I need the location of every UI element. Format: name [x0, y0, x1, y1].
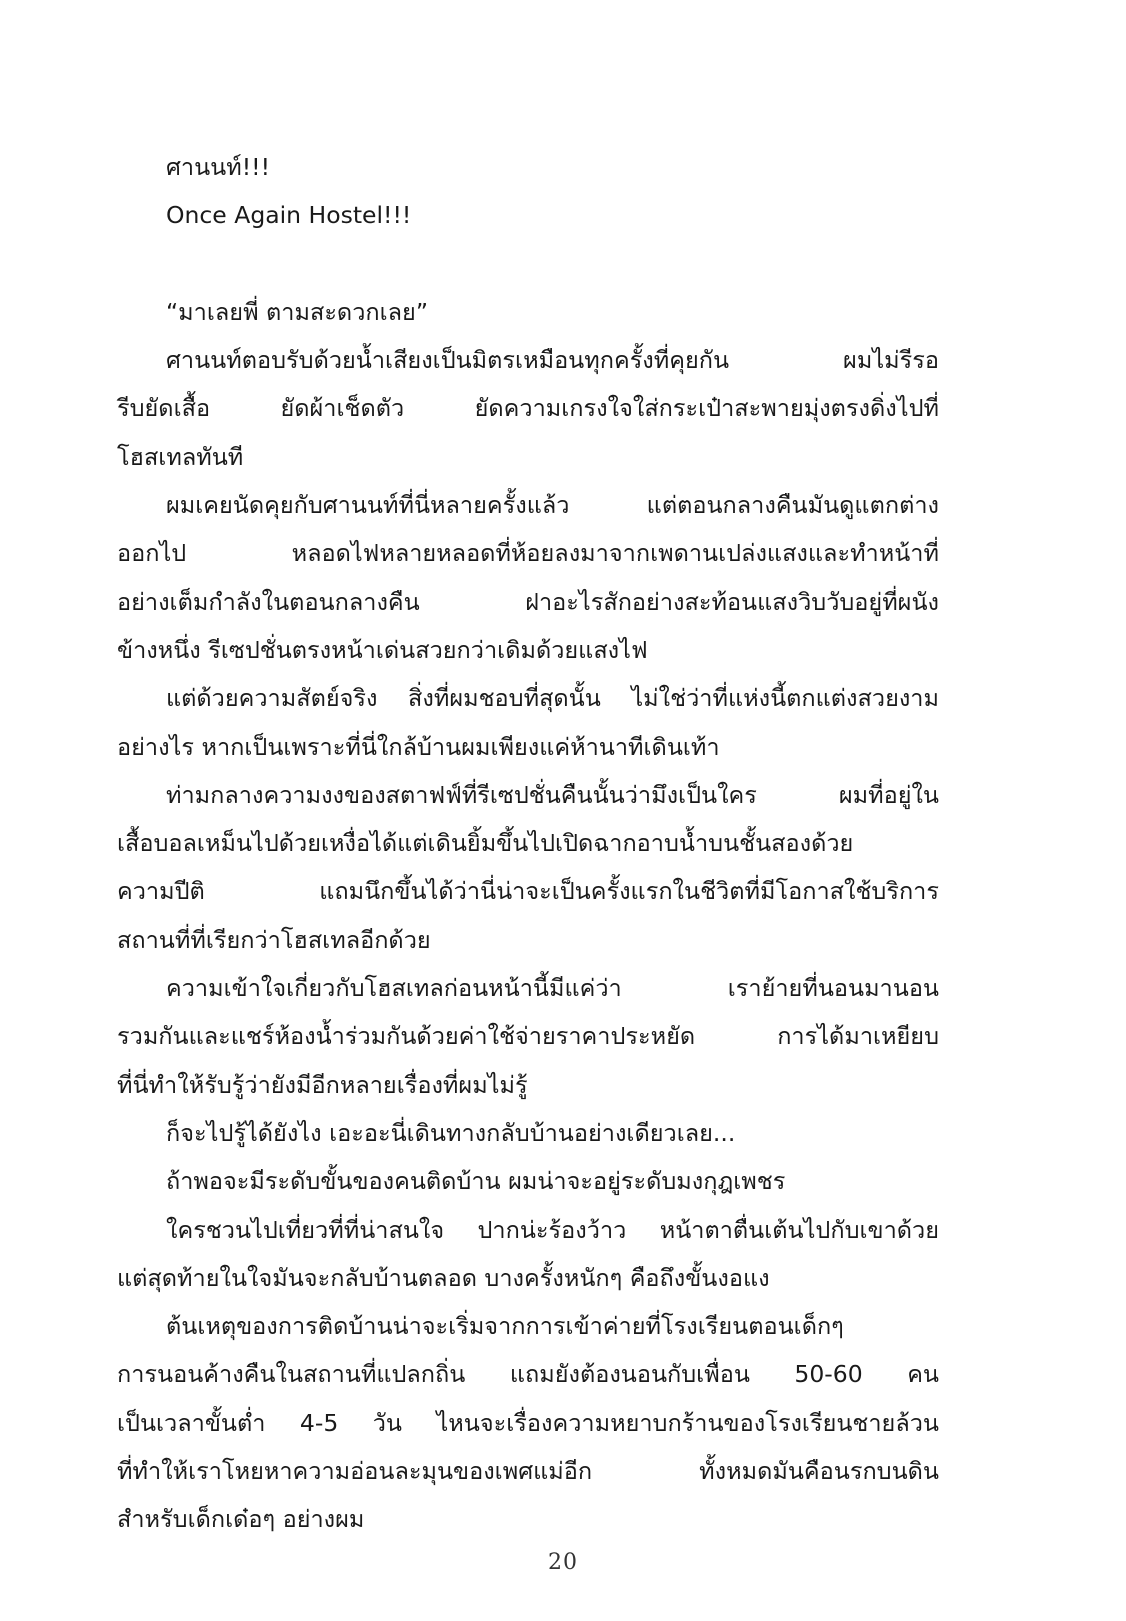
text-line: ต้นเหตุของการติดบ้านน่าจะเริ่มจากการเข้าค่ายที่โรงเรียนตอนเด็กๆ [166, 1312, 844, 1341]
text-line: ศานนท์!!! [166, 153, 270, 181]
text-line: อย่างเต็มกำลังในตอนกลางคืน ฝาอะไรสักอย่างสะท้อนแสงวิบวับอยู่ที่ผนัง [117, 587, 939, 616]
text-line: เป็นเวลาขั้นต่ำ 4-5 วัน ไหนจะเรื่องความหยาบกร้านของโรงเรียนชายล้วน [117, 1408, 939, 1437]
text-line: โฮสเทลทันที [117, 442, 244, 471]
text-line: ท่ามกลางความงงของสตาฟฟ์ที่รีเซปชั่นคืนนั้นว่ามึงเป็นใคร ผมที่อยู่ใน [166, 780, 939, 809]
text-line: ถ้าพอจะมีระดับขั้นของคนติดบ้าน ผมน่าจะอยู่ระดับมงกุฎเพชร [166, 1167, 786, 1196]
text-line: สถานที่ที่เรียกว่าโฮสเทลอีกด้วย [117, 925, 431, 954]
text-line: รีบยัดเสื้อ ยัดผ้าเช็ดตัว ยัดความเกรงใจใส่กระเป๋าสะพายมุ่งตรงดิ่งไปที่ [117, 394, 939, 423]
blank-line [117, 240, 939, 288]
page-number: 20 [548, 1550, 578, 1575]
text-line: ผมเคยนัดคุยกับศานนท์ที่นี่หลายครั้งแล้ว แต่ตอนกลางคืนมันดูแตกต่าง [166, 491, 939, 520]
text-line: ที่ทำให้เราโหยหาความอ่อนละมุนของเพศแม่อีก ทั้งหมดมันคือนรกบนดิน [117, 1457, 939, 1486]
text-line: ความเข้าใจเกี่ยวกับโฮสเทลก่อนหน้านี้มีแค่ว่า เราย้ายที่นอนมานอน [166, 974, 939, 1003]
body-text [117, 143, 939, 1544]
text-line: ออกไป หลอดไฟหลายหลอดที่ห้อยลงมาจากเพดานเปล่งแสงและทำหน้าที่ [117, 539, 939, 568]
text-line: รวมกันและแชร์ห้องน้ำร่วมกันด้วยค่าใช้จ่ายราคาประหยัด การได้มาเหยียบ [117, 1022, 939, 1051]
text-line: แต่ด้วยความสัตย์จริง สิ่งที่ผมชอบที่สุดนั้น ไม่ใช่ว่าที่แห่งนี้ตกแต่งสวยงาม [166, 684, 939, 713]
text-line: ข้างหนึ่ง รีเซปชั่นตรงหน้าเด่นสวยกว่าเดิมด้วยแสงไฟ [117, 635, 648, 664]
text-line: ความปีติ แถมนึกขึ้นได้ว่านี่น่าจะเป็นครั้งแรกในชีวิตที่มีโอกาสใช้บริการ [117, 877, 939, 906]
text-line: ที่นี่ทำให้รับรู้ว่ายังมีอีกหลายเรื่องที่ผมไม่รู้ [117, 1070, 528, 1099]
text-line: “มาเลยพี่ ตามสะดวกเลย” [166, 297, 428, 326]
text-line: แต่สุดท้ายในใจมันจะกลับบ้านตลอด บางครั้งหนักๆ คือถึงขั้นงอแง [117, 1263, 770, 1292]
text-line: Once Again Hostel!!! [166, 201, 412, 230]
text-line: การนอนค้างคืนในสถานที่แปลกถิ่น แถมยังต้องนอนกับเพื่อน 50-60 คน [117, 1360, 939, 1389]
text-line: ใครชวนไปเที่ยวที่ที่น่าสนใจ ปากน่ะร้องว้าว หน้าตาตื่นเต้นไปกับเขาด้วย [166, 1215, 939, 1244]
text-line: สำหรับเด็กเด๋อๆ อย่างผม [117, 1505, 365, 1534]
text-line: เสื้อบอลเหม็นไปด้วยเหงื่อได้แต่เดินยิ้มขึ้นไปเปิดฉากอาบน้ำบนชั้นสองด้วย [117, 829, 854, 858]
text-line: ก็จะไปรู้ได้ยังไง เอะอะนี่เดินทางกลับบ้านอย่างเดียวเลย... [166, 1118, 736, 1147]
text-line: อย่างไร หากเป็นเพราะที่นี่ใกล้บ้านผมเพียงแค่ห้านาทีเดินเท้า [117, 732, 720, 761]
text-line: ศานนท์ตอบรับด้วยน้ำเสียงเป็นมิตรเหมือนทุกครั้งที่คุยกัน ผมไม่รีรอ [166, 346, 939, 375]
